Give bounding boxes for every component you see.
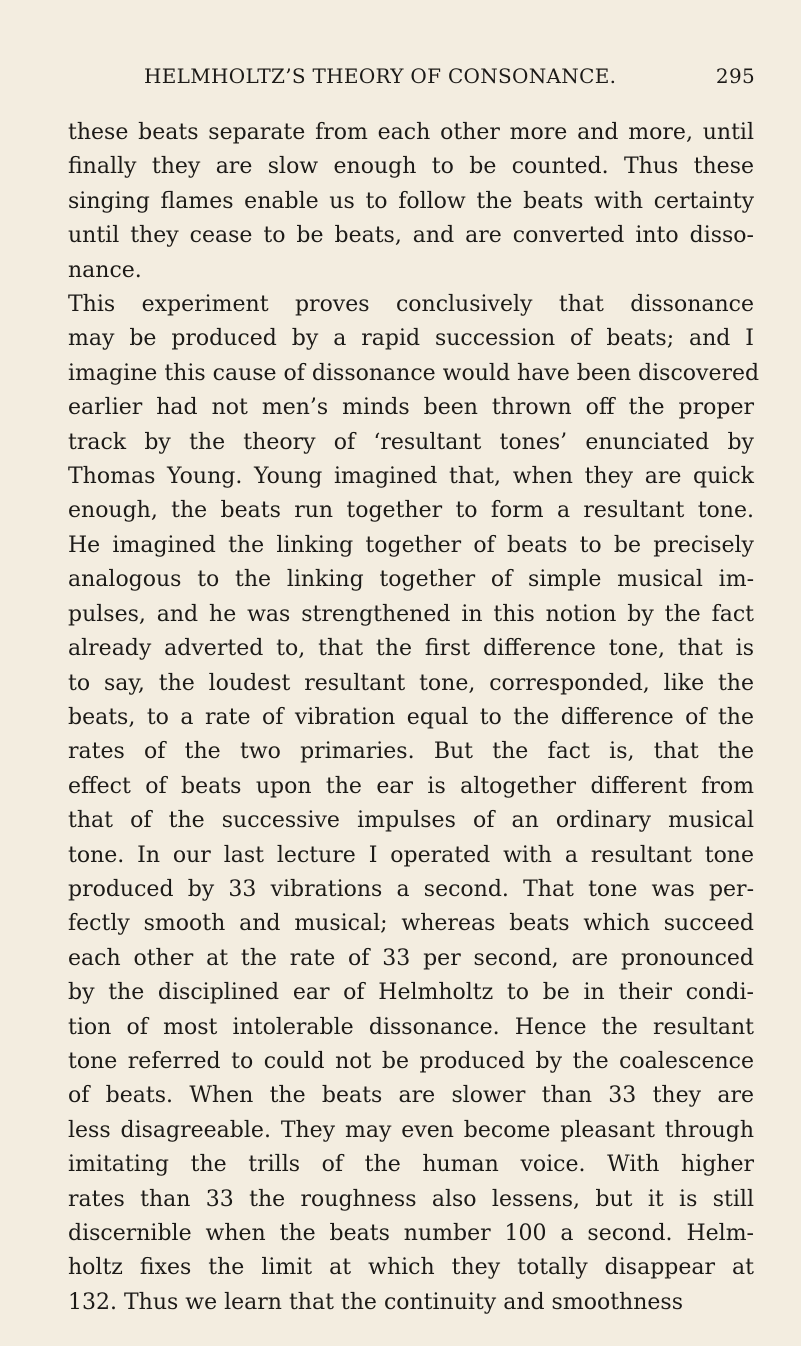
text-line: rates of the two primaries. But the fact is, that the bbox=[68, 739, 754, 765]
text-line: already adverted to, that the first difference tone, that is bbox=[68, 636, 754, 662]
text-line: of beats. When the beats are slower than 33 they are bbox=[68, 1083, 754, 1109]
text-line: each other at the rate of 33 per second, are pronounced bbox=[68, 945, 754, 971]
text-line: imagine this cause of dissonance would have been discovered bbox=[68, 360, 760, 386]
text-line: track by the theory of ‘resultant tones’ enunciated by bbox=[68, 429, 754, 455]
text-line: earlier had not men’s minds been thrown off the proper bbox=[68, 395, 754, 421]
running-title: HELMHOLTZ’S THEORY OF CONSONANCE. bbox=[144, 64, 617, 88]
text-line: nance. bbox=[68, 257, 142, 283]
running-head bbox=[104, 64, 755, 94]
paragraph bbox=[68, 288, 760, 1320]
text-line: until they cease to be beats, and are converted into disso- bbox=[68, 223, 754, 249]
text-line: tone. In our last lecture I operated with a resultant tone bbox=[68, 842, 754, 868]
text-line: pulses, and he was strengthened in this notion by the fact bbox=[68, 601, 754, 627]
text-line: to say, the loudest resultant tone, corresponded, like the bbox=[68, 670, 754, 696]
text-line: He imagined the linking together of beats to be precisely bbox=[68, 532, 754, 558]
text-line: produced by 33 vibrations a second. That tone was per- bbox=[68, 876, 754, 902]
text-line: these beats separate from each other more and more, until bbox=[68, 120, 754, 145]
text-line: by the disciplined ear of Helmholtz to be in their condi- bbox=[68, 980, 754, 1006]
text-line: analogous to the linking together of simple musical im- bbox=[68, 567, 754, 593]
text-line: tone referred to could not be produced by the coalescence bbox=[68, 1048, 754, 1074]
text-line: tion of most intolerable dissonance. Hence the resultant bbox=[68, 1014, 754, 1040]
text-line: effect of beats upon the ear is altogether different from bbox=[68, 773, 754, 799]
text-line: rates than 33 the roughness also lessens, but it is still bbox=[68, 1186, 754, 1212]
paragraph bbox=[68, 116, 754, 288]
text-line: singing flames enable us to follow the beats with certainty bbox=[68, 188, 754, 214]
text-line: holtz fixes the limit at which they totally disappear at bbox=[68, 1255, 754, 1281]
body-text bbox=[68, 116, 760, 1320]
text-line: beats, to a rate of vibration equal to the difference of the bbox=[68, 704, 754, 730]
text-line: may be produced by a rapid succession of beats; and I bbox=[68, 326, 754, 352]
text-line: that of the successive impulses of an ordinary musical bbox=[68, 808, 754, 834]
text-line: finally they are slow enough to be counted. Thus these bbox=[68, 154, 754, 180]
text-line: 132. Thus we learn that the continuity and smoothness bbox=[68, 1289, 683, 1315]
text-line: enough, the beats run together to form a resultant tone. bbox=[68, 498, 754, 524]
text-line: less disagreeable. They may even become pleasant through bbox=[68, 1117, 754, 1143]
text-line: Thomas Young. Young imagined that, when they are quick bbox=[68, 464, 754, 490]
page-number: 295 bbox=[715, 64, 755, 88]
text-line: fectly smooth and musical; whereas beats which succeed bbox=[68, 911, 754, 937]
text-line: discernible when the beats number 100 a second. Helm- bbox=[68, 1221, 754, 1246]
text-line: imitating the trills of the human voice. With higher bbox=[68, 1152, 754, 1178]
text-line: This experiment proves conclusively that dissonance bbox=[68, 292, 754, 318]
